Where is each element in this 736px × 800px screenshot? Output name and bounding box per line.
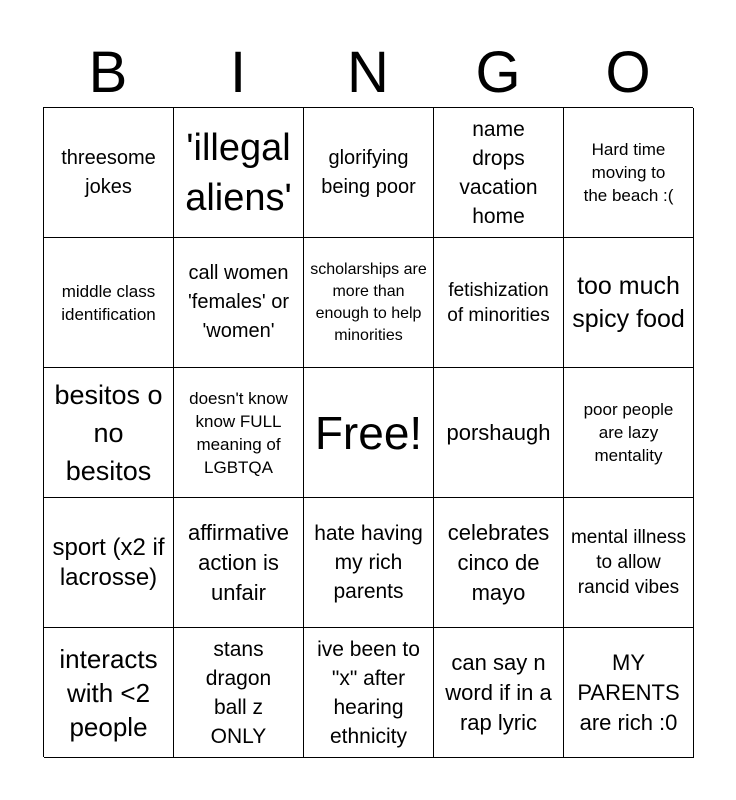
cell-text: can say n word if in a rap lyric — [445, 649, 552, 735]
header-letter-b: B — [88, 40, 128, 105]
bingo-cell[interactable] — [174, 368, 304, 498]
cell-text: too much spicy food — [572, 271, 685, 333]
bingo-cell[interactable] — [44, 368, 174, 498]
cell-text: doesn't know know FULL meaning of LGBTQA — [189, 388, 288, 477]
cell-text: name drops vacation home — [459, 117, 538, 228]
bingo-cell-free[interactable] — [304, 368, 434, 498]
bingo-cell[interactable] — [434, 238, 564, 368]
bingo-cell[interactable] — [304, 108, 434, 238]
cell-text: Hard time moving to the beach :( — [583, 140, 674, 205]
bingo-cell[interactable] — [44, 108, 174, 238]
free-space-text: Free! — [314, 406, 423, 459]
cell-text: glorifying being poor — [321, 146, 416, 198]
header-letter-i: I — [229, 40, 247, 105]
bingo-grid — [43, 107, 693, 757]
cell-text: mental illness to allow rancid vibes — [570, 527, 687, 598]
cell-text: scholarships are more than enough to help minorities — [310, 260, 427, 344]
bingo-cell[interactable] — [44, 628, 174, 758]
header-letter-g: G — [475, 40, 521, 105]
cell-text: threesome jokes — [61, 146, 156, 198]
bingo-cell[interactable] — [174, 498, 304, 628]
bingo-cell[interactable] — [434, 108, 564, 238]
bingo-cell[interactable] — [174, 628, 304, 758]
cell-text: call women 'females' or 'women' — [187, 262, 289, 342]
bingo-cell[interactable] — [564, 368, 694, 498]
bingo-cell[interactable] — [174, 108, 304, 238]
cell-text: sport (x2 if lacrosse) — [52, 533, 165, 591]
bingo-cell[interactable] — [434, 368, 564, 498]
cell-text: 'illegal aliens' — [185, 126, 292, 219]
bingo-cell[interactable] — [564, 498, 694, 628]
cell-text: celebrates cinco de mayo — [447, 519, 550, 605]
header-letter-n: N — [347, 40, 389, 105]
bingo-cell[interactable] — [44, 498, 174, 628]
cell-text: interacts with <2 people — [59, 643, 158, 742]
cell-text: besitos o no besitos — [54, 379, 163, 486]
cell-text: stans dragon ball z ONLY — [205, 637, 272, 748]
cell-text: MY PARENTS are rich :0 — [577, 649, 680, 735]
bingo-cell[interactable] — [434, 628, 564, 758]
cell-text: hate having my rich parents — [314, 522, 423, 603]
cell-text: ive been to "x" after hearing ethnicity — [317, 637, 420, 748]
bingo-cell[interactable] — [434, 498, 564, 628]
cell-text: fetishization of minorities — [447, 279, 550, 326]
bingo-cell[interactable] — [44, 238, 174, 368]
bingo-cell[interactable] — [304, 628, 434, 758]
bingo-cell[interactable] — [304, 498, 434, 628]
bingo-cell[interactable] — [564, 238, 694, 368]
cell-text: poor people are lazy mentality — [583, 400, 674, 465]
bingo-cell[interactable] — [174, 238, 304, 368]
cell-text: affirmative action is unfair — [187, 519, 290, 605]
bingo-cell[interactable] — [564, 628, 694, 758]
bingo-cell[interactable] — [564, 108, 694, 238]
cell-text: middle class identification — [61, 281, 156, 324]
cell-text: porshaugh — [446, 419, 551, 445]
header-letter-o: O — [605, 40, 651, 105]
bingo-cell[interactable] — [304, 238, 434, 368]
